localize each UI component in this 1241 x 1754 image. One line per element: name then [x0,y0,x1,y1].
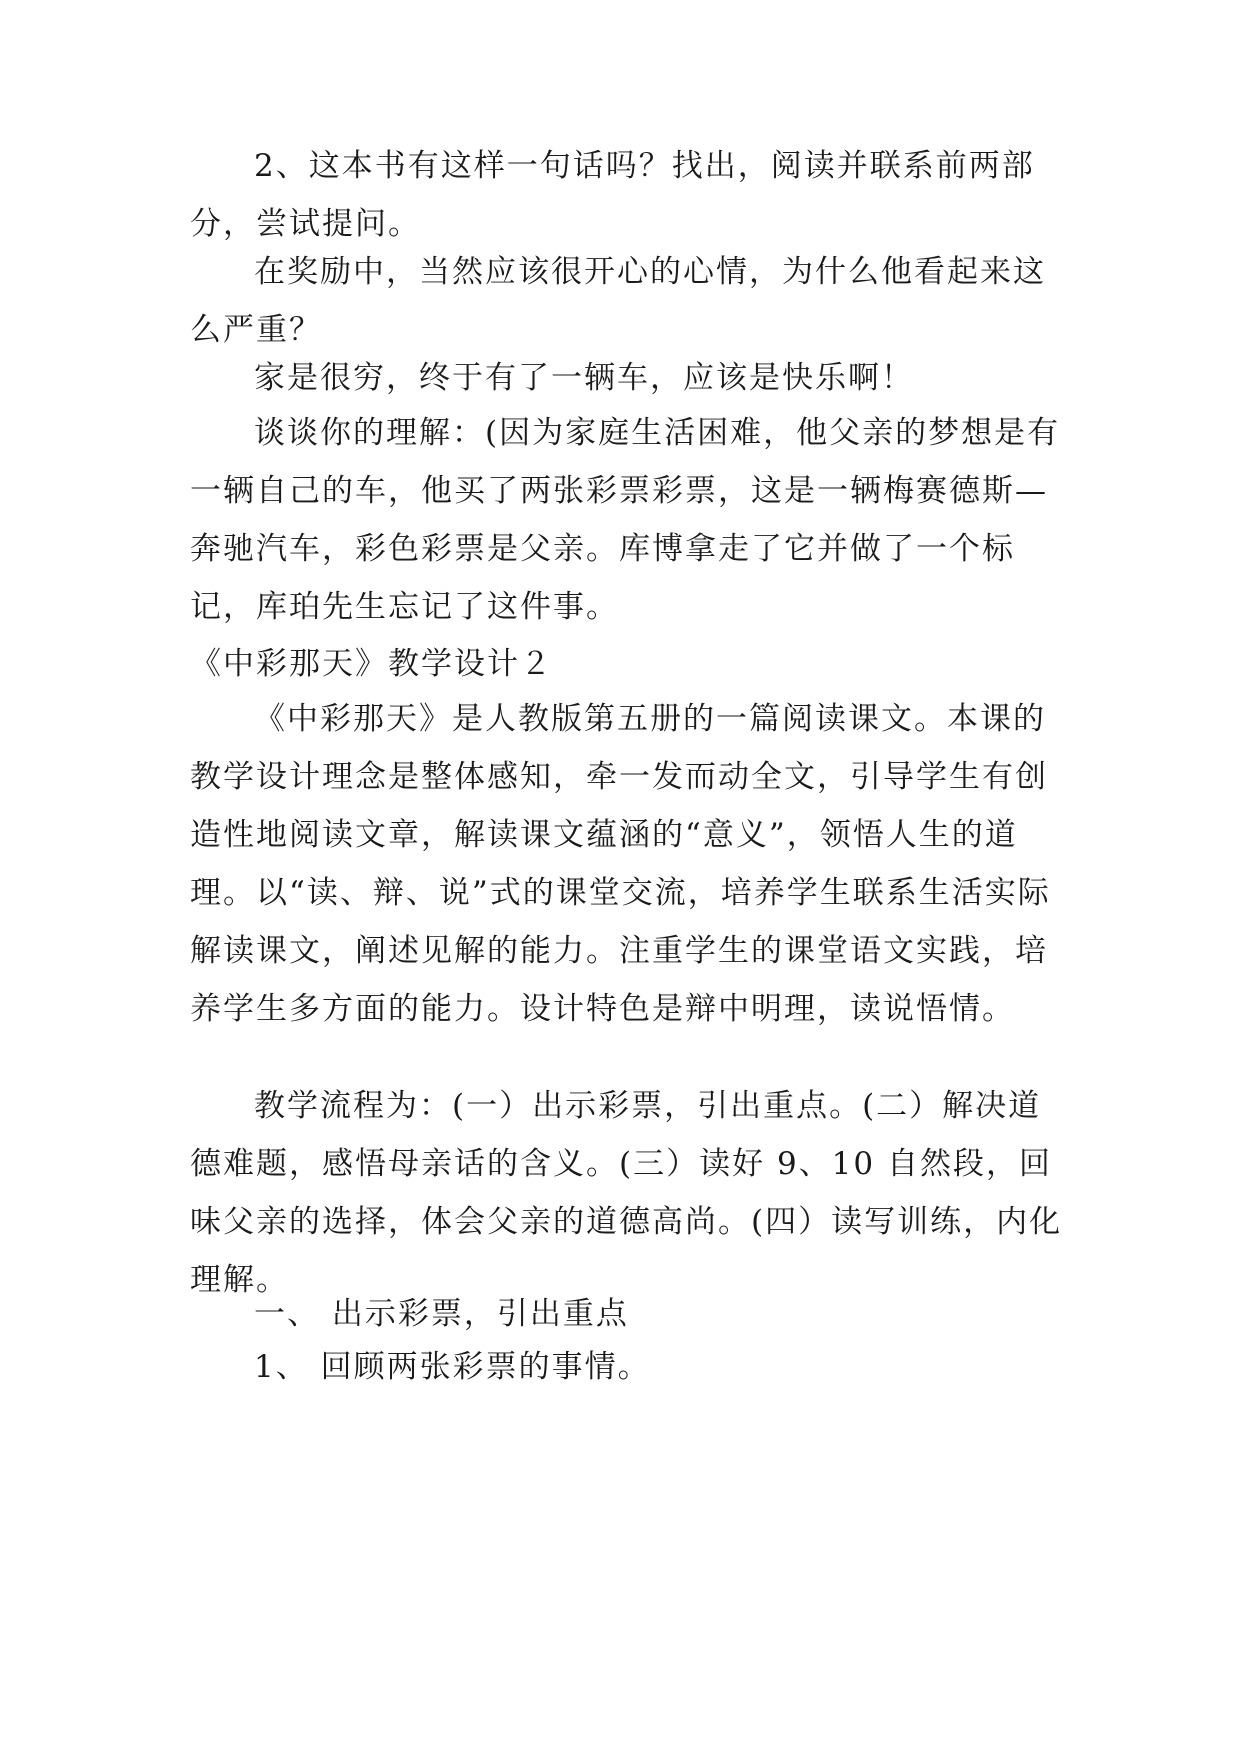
paragraph-reward: 在奖励中，当然应该很开心的心情，为什么他看起来这么严重？ [190,254,1046,348]
paragraph-question: 2、这本书有这样一句话吗？找出，阅读并联系前两部分，尝试提问。 [190,148,1035,242]
heading-one: 一、 出示彩票，引出重点 [254,1296,629,1332]
paragraph-understanding: 谈谈你的理解：(因为家庭生活困难，他父亲的梦想是有一辆自己的车，他买了两张彩票彩票，这是一辆梅赛德斯—奔驰汽车，彩色彩票是父亲。库博拿走了它并做了一个标记，库珀先生忘记了这件事。 [190,415,1061,625]
paragraph-poor: 家是很穷，终于有了一辆车，应该是快乐啊！ [254,360,914,396]
section-title: 《中彩那天》教学设计２ [190,646,553,682]
paragraph-intro: 《中彩那天》是人教版第五册的一篇阅读课文。本课的教学设计理念是整体感知，牵一发而动全文，引导学生有创造性地阅读文章，解读课文蕴涵的“意义”，领悟人生的道理。以“读、辩、说”式的课堂交流，培养学生联系生活实际解读课文，阐述见解的能力。注重学生的课堂语文实践，培养学生多方面的能力。设计特色是辩中明理，读说悟情。 [190,701,1051,1027]
paragraph-flow: 教学流程为：(一）出示彩票，引出重点。(二）解决道德难题，感悟母亲话的含义。(三）读好 9、10 自然段，回味父亲的选择，体会父亲的道德高尚。(四）读写训练，内化理解。 [190,1088,1063,1298]
list-item-one: 1、 回顾两张彩票的事情。 [254,1349,651,1385]
